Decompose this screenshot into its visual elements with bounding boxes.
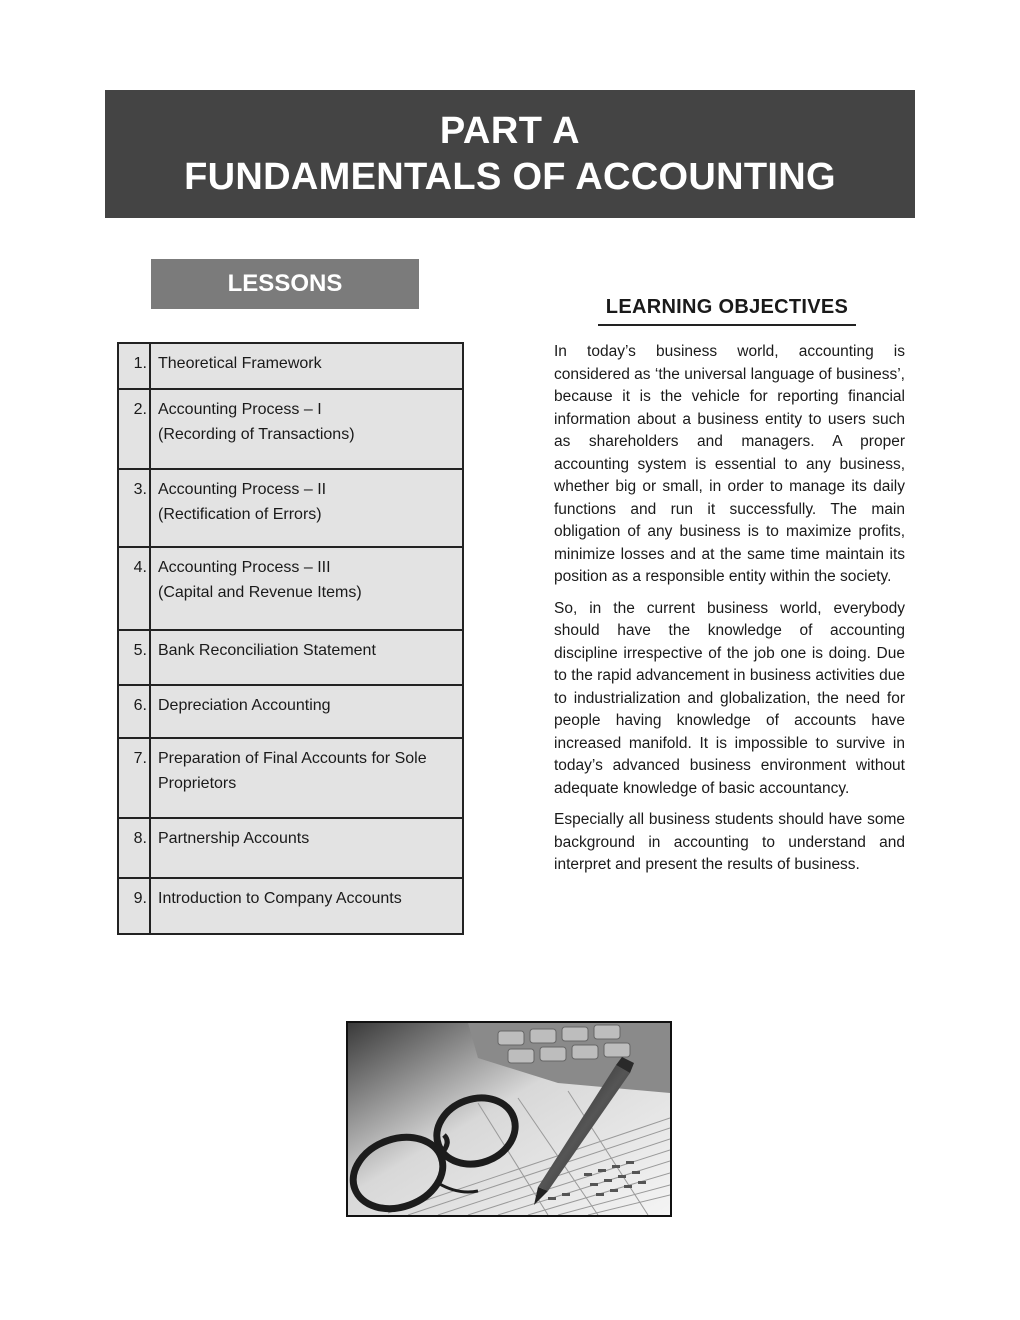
lesson-title-line: Introduction to Company Accounts (158, 890, 402, 907)
lesson-row (118, 547, 463, 630)
lesson-title-line: Depreciation Accounting (158, 697, 331, 714)
lesson-row (118, 818, 463, 878)
lesson-title (150, 469, 463, 547)
lesson-title (150, 389, 463, 469)
lesson-number: 8. (118, 818, 150, 878)
lesson-title (150, 343, 463, 389)
learning-objectives-text (554, 341, 905, 886)
lessons-header: LESSONS (151, 259, 419, 309)
part-title: FUNDAMENTALS OF ACCOUNTING (184, 156, 836, 198)
lesson-row (118, 343, 463, 389)
lesson-row (118, 389, 463, 469)
lesson-number: 9. (118, 878, 150, 934)
lesson-title (150, 738, 463, 818)
lesson-title-line: Theoretical Framework (158, 355, 322, 372)
lesson-title-line: Accounting Process – III (158, 559, 331, 576)
lesson-title (150, 630, 463, 685)
lessons-table (117, 342, 464, 935)
lesson-number: 4. (118, 547, 150, 630)
lesson-title-line: Partnership Accounts (158, 830, 310, 847)
lesson-subtitle-line: (Capital and Revenue Items) (158, 584, 362, 601)
part-label: PART A (439, 110, 581, 152)
lesson-title-line: Accounting Process – II (158, 481, 327, 498)
lesson-title (150, 547, 463, 630)
lesson-number: 5. (118, 630, 150, 685)
lesson-number: 7. (118, 738, 150, 818)
lesson-row (118, 469, 463, 547)
part-banner (105, 90, 915, 218)
lesson-title-line: Preparation of Final Accounts for Sole (158, 750, 427, 767)
lesson-title (150, 685, 463, 738)
objective-paragraph: Especially all business students should have some background in accounting to understand and interpret and present the results of business. (554, 811, 905, 873)
lesson-title-line: Accounting Process – I (158, 401, 322, 418)
objective-paragraph: In today’s business world, accounting is considered as ‘the universal language of business’, because it is the vehicle for reporting financial information about a business entity to users such as shareholders and managers. A proper accounting system is essential to any business, whether big or small, in order to manage its daily functions and run it successfully. The main obligation of any business is to maximize profits, minimize losses and at the same time maintain its position as a responsible entity within the society. (554, 343, 905, 585)
learning-objectives-heading: LEARNING OBJECTIVES (598, 296, 856, 326)
lesson-number: 3. (118, 469, 150, 547)
lesson-title-line: Bank Reconciliation Statement (158, 642, 376, 659)
lesson-title (150, 818, 463, 878)
lesson-subtitle-line: (Recording of Transactions) (158, 426, 355, 443)
lesson-row (118, 685, 463, 738)
lesson-number: 2. (118, 389, 150, 469)
objective-paragraph: So, in the current business world, everybody should have the knowledge of accounting discipline irrespective of the job one is doing. Due to the rapid advancement in business activities due to industrialization and globalization, the need for people having knowledge of accounts have increased manifold. It is impossible to survive in today’s advanced business environment without adequate knowledge of basic accountancy. (554, 599, 905, 797)
lesson-row (118, 738, 463, 818)
lesson-number: 1. (118, 343, 150, 389)
lesson-row (118, 630, 463, 685)
accounting-photo (346, 1021, 672, 1217)
lesson-subtitle-line: Proprietors (158, 775, 237, 792)
lesson-number: 6. (118, 685, 150, 738)
glasses-pen-ledger-illustration (348, 1023, 670, 1215)
lesson-subtitle-line: (Rectification of Errors) (158, 506, 322, 523)
lesson-title (150, 878, 463, 934)
lesson-row (118, 878, 463, 934)
